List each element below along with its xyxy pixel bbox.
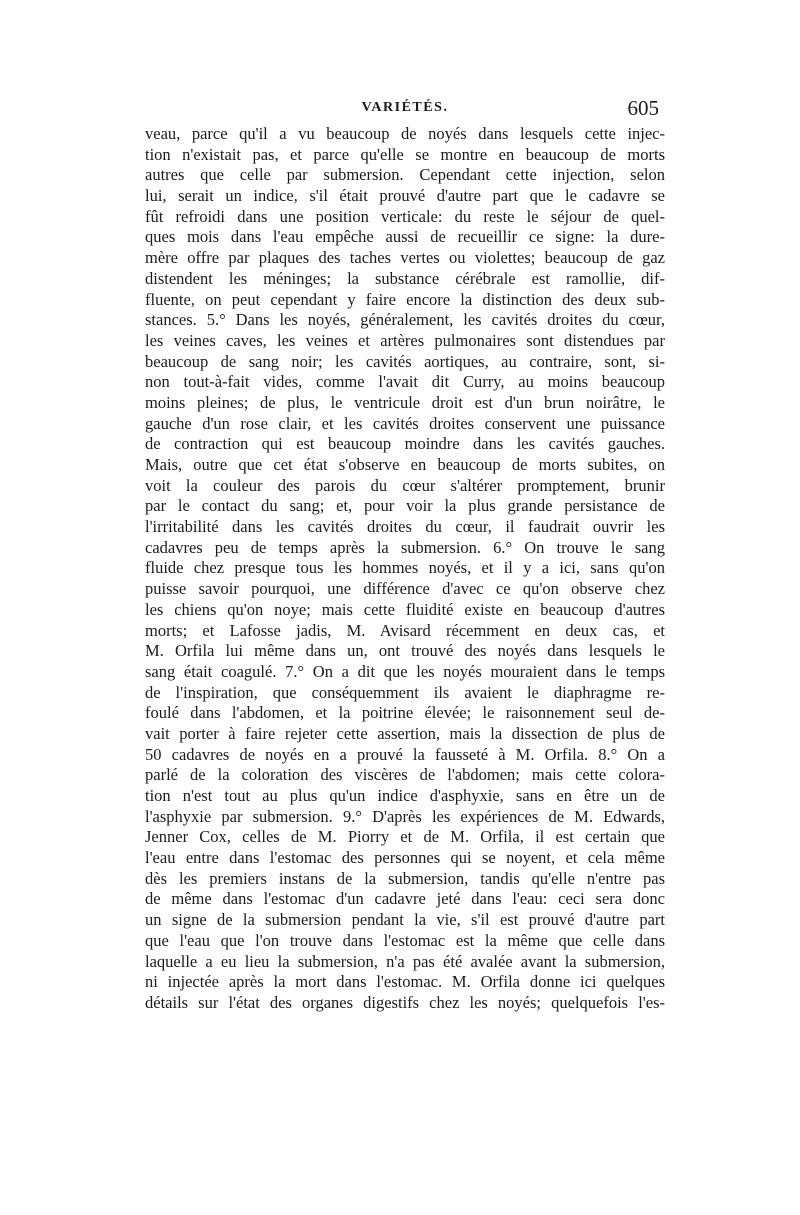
text-line: parlé de la coloration des viscères de l'abdomen; mais cette colora- — [145, 765, 665, 785]
text-line: par le contact du sang; et, pour voir la plus grande persistance de — [145, 496, 665, 516]
text-line: lui, serait un indice, s'il était prouvé d'autre part que le cadavre se — [145, 186, 665, 206]
text-line: 50 cadavres de noyés en a prouvé la fausseté à M. Orfila. 8.° On a — [145, 744, 665, 764]
text-line: l'eau entre dans l'estomac des personnes qui se noyent, et cela même — [145, 848, 665, 868]
running-head: VARIÉTÉS. — [361, 100, 449, 115]
text-line: tion n'existait pas, et parce qu'elle se montre en beaucoup de morts — [145, 144, 665, 164]
text-line: les chiens qu'on noye; mais cette fluidité existe en beaucoup d'autres — [145, 599, 665, 619]
text-line: cadavres peu de temps après la submersion. 6.° On trouve le sang — [145, 537, 665, 557]
text-line: distendent les méninges; la substance cérébrale est ramollie, dif- — [145, 268, 665, 288]
text-line: puisse savoir pourquoi, une différence d'avec ce qu'on observe chez — [145, 579, 665, 599]
text-line: foulé dans l'abdomen, et la poitrine élevée; le raisonnement seul de- — [145, 703, 665, 723]
text-line: veau, parce qu'il a vu beaucoup de noyés dans lesquels cette injec- — [145, 124, 665, 143]
text-line: beaucoup de sang noir; les cavités aortiques, au contraire, sont, si- — [145, 351, 665, 371]
text-line: moins pleines; de plus, le ventricule droit est d'un brun noirâtre, le — [145, 392, 665, 412]
text-line: mère offre par plaques des taches vertes ou violettes; beaucoup de gaz — [145, 248, 665, 268]
text-line: Mais, outre que cet état s'observe en beaucoup de morts subites, on — [145, 455, 665, 474]
text-line: ni injectée après la mort dans l'estomac. M. Orfila donne ici quelques — [145, 972, 665, 992]
page-header — [145, 96, 665, 126]
text-line: M. Orfila lui même dans un, ont trouvé des noyés dans lesquels le — [145, 641, 665, 661]
text-line: laquelle a eu lieu la submersion, n'a pas été avalée avant la submersion, — [145, 951, 665, 971]
text-line: les veines caves, les veines et artères pulmonaires sont distendues par — [145, 330, 665, 350]
text-line: sang était coagulé. 7.° On a dit que les noyés mouraient dans le temps — [145, 661, 665, 681]
text-line: détails sur l'état des organes digestifs chez les noyés; quelquefois l'es- — [145, 992, 665, 1012]
text-line: de même dans l'estomac d'un cadavre jeté dans l'eau: ceci sera donc — [145, 889, 665, 909]
text-line: voit la couleur des parois du cœur s'altérer promptement, brunir — [145, 475, 665, 495]
text-line: fût refroidi dans une position verticale: du reste le séjour de quel- — [145, 206, 665, 226]
text-line: un signe de la submersion pendant la vie, s'il est prouvé d'autre part — [145, 910, 665, 930]
text-line: fluide chez presque tous les hommes noyés, et il y a ici, sans qu'on — [145, 558, 665, 578]
text-line: dès les premiers instans de la submersion, tandis qu'elle n'entre pas — [145, 868, 665, 888]
text-line: Jenner Cox, celles de M. Piorry et de M. Orfila, il est certain que — [145, 827, 665, 847]
text-line: que l'eau que l'on trouve dans l'estomac est la même que celle dans — [145, 930, 665, 950]
text-line: gauche d'un rose clair, et les cavités droites conservent une puissance — [145, 413, 665, 433]
text-line: vait porter à faire rejeter cette assertion, mais la dissection de plus de — [145, 723, 665, 743]
text-line: de l'inspiration, que conséquemment ils avaient le diaphragme re- — [145, 682, 665, 702]
text-line: de contraction qui est beaucoup moindre dans les cavités gauches. — [145, 434, 665, 454]
text-line: l'asphyxie par submersion. 9.° D'après les expériences de M. Edwards, — [145, 806, 665, 826]
text-line: fluente, on peut cependant y faire encore la distinction des deux sub- — [145, 289, 665, 309]
text-line: tion n'est tout au plus qu'un indice d'asphyxie, sans en être un de — [145, 786, 665, 805]
text-line: l'irritabilité dans les cavités droites du cœur, il faudrait ouvrir les — [145, 517, 665, 537]
text-line: autres que celle par submersion. Cependant cette injection, selon — [145, 165, 665, 185]
page-number: 605 — [627, 96, 659, 120]
text-line: non tout-à-fait vides, comme l'avait dit Curry, au moins beaucoup — [145, 372, 665, 392]
body-text — [145, 124, 665, 1014]
text-line: ques mois dans l'eau empêche aussi de recueillir ce signe: la dure- — [145, 227, 665, 247]
text-line: morts; et Lafosse jadis, M. Avisard récemment en deux cas, et — [145, 620, 665, 640]
text-line: stances. 5.° Dans les noyés, généralement, les cavités droites du cœur, — [145, 310, 665, 330]
